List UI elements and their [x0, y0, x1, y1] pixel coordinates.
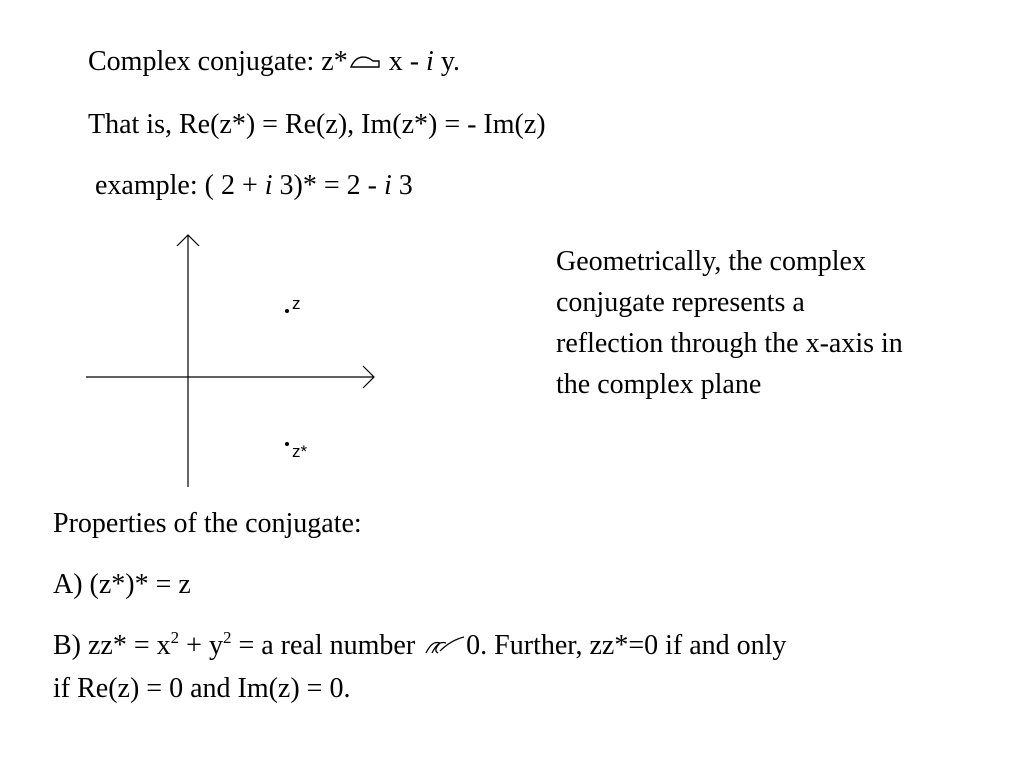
- example-mid: 3)* = 2 -: [272, 170, 384, 201]
- point-z-label: z: [292, 294, 301, 313]
- greater-than-or-equal-symbol-icon: [422, 635, 466, 657]
- point-z-conjugate-label: z*: [292, 442, 308, 461]
- property-b-part-2: + y: [179, 630, 223, 661]
- geometric-line-3: reflection through the x-axis in: [556, 328, 903, 359]
- definition-lead: Complex conjugate: z*: [88, 46, 348, 77]
- geometric-line-4: the complex plane: [556, 369, 762, 400]
- definition-symbol-icon: [348, 51, 382, 73]
- geometric-explanation: [556, 241, 996, 405]
- that-is-line: That is, Re(z*) = Re(z), Im(z*) = - Im(z): [88, 109, 546, 140]
- property-a: A) (z*)* = z: [53, 569, 191, 600]
- property-b-part-1: B) zz* = x: [53, 630, 171, 661]
- definition-line: [88, 46, 460, 78]
- example-end: 3: [391, 170, 413, 201]
- property-b-exponent-2: 2: [222, 628, 232, 647]
- property-b-part-4: 0. Further, zz*=0 if and only: [466, 630, 787, 661]
- example-lead: example: ( 2 +: [95, 170, 265, 201]
- complex-plane-diagram: [80, 225, 390, 495]
- definition-rhs-end: y.: [433, 46, 461, 77]
- property-b-part-3: = a real number: [231, 630, 423, 661]
- property-b: [53, 630, 786, 662]
- point-z: [285, 309, 289, 313]
- example-i-1: i: [264, 170, 273, 201]
- definition-rhs-x: x -: [381, 46, 427, 77]
- property-b-exponent-1: 2: [170, 628, 180, 647]
- geometric-line-1: Geometrically, the complex: [556, 246, 866, 277]
- geometric-line-2: conjugate represents a: [556, 287, 805, 318]
- definition-i: i: [426, 46, 434, 77]
- properties-heading: Properties of the conjugate:: [53, 508, 362, 539]
- example-i-2: i: [383, 170, 392, 201]
- point-z-conjugate: [285, 442, 289, 446]
- property-b-line-2: if Re(z) = 0 and Im(z) = 0.: [53, 673, 351, 704]
- example-line: [95, 170, 413, 202]
